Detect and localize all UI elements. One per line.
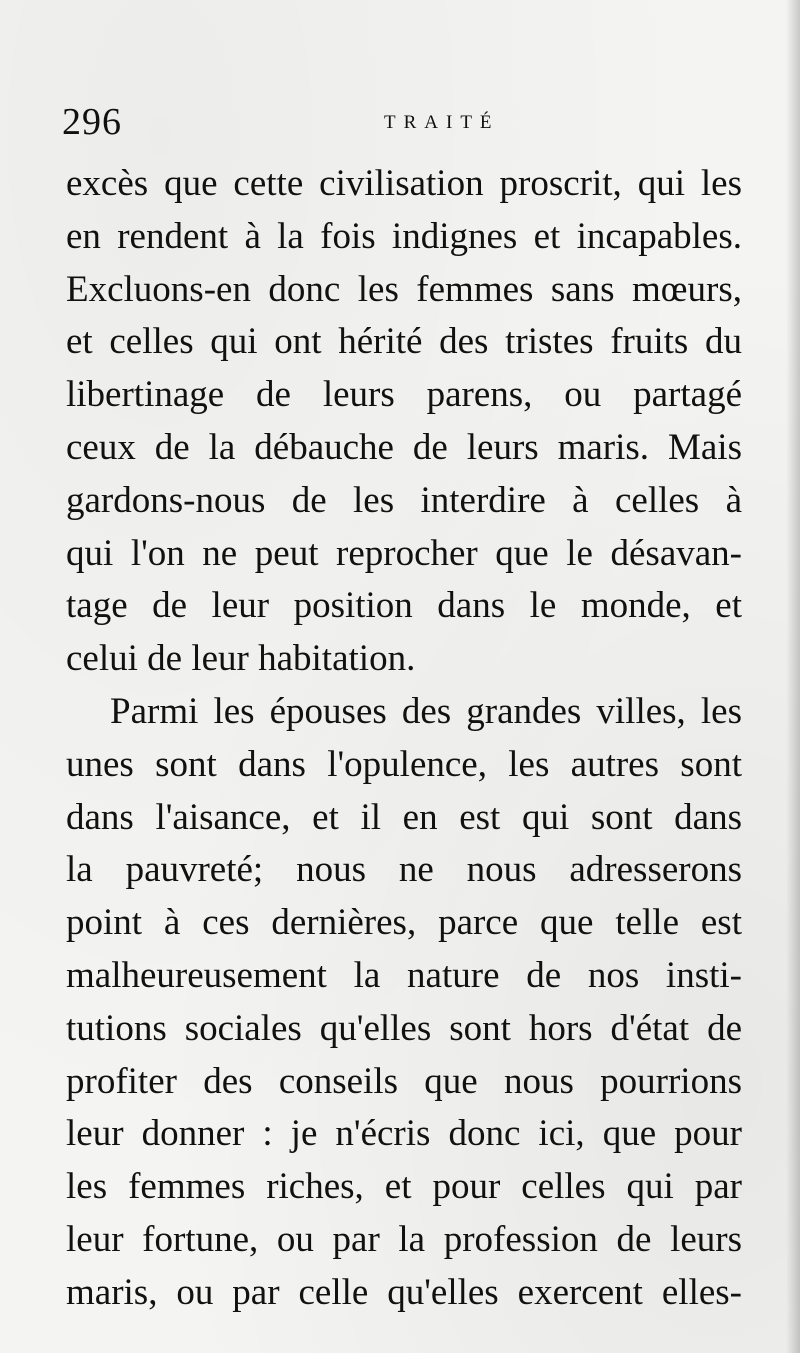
- running-title: TRAITÉ: [384, 112, 500, 133]
- text-line: tage de leur position dans le monde, et: [66, 585, 742, 627]
- text-line: point à ces dernières, parce que telle est: [66, 902, 742, 944]
- text-line: excès que cette civilisation proscrit, qui les: [66, 163, 742, 204]
- body-text: [66, 158, 742, 1320]
- text-line: malheureusement la nature de nos insti-: [66, 954, 742, 996]
- text-line: libertinage de leurs parens, ou partagé: [66, 374, 742, 416]
- text-line: et celles qui ont hérité des tristes fruits du: [66, 321, 742, 363]
- text-line: gardons-nous de les interdire à celles à: [66, 479, 742, 521]
- text-line: unes sont dans l'opulence, les autres sont: [66, 743, 742, 785]
- page-edge-shadow: [786, 0, 800, 1353]
- text-line: dans l'aisance, et il en est qui sont dans: [66, 796, 742, 838]
- text-line: maris, ou par celle qu'elles exercent elles-: [66, 1271, 742, 1313]
- page-header: [62, 98, 762, 148]
- page-number: 296: [62, 101, 122, 143]
- text-line: la pauvreté; nous ne nous adresserons: [66, 849, 742, 891]
- text-line: tutions sociales qu'elles sont hors d'état de: [66, 1007, 742, 1049]
- text-line: ceux de la débauche de leurs maris. Mais: [66, 426, 742, 468]
- text-line: profiter des conseils que nous pourrions: [66, 1060, 742, 1102]
- text-line: les femmes riches, et pour celles qui par: [66, 1166, 742, 1208]
- text-line: leur fortune, ou par la profession de leurs: [66, 1218, 742, 1260]
- text-line: Parmi les épouses des grandes villes, les: [110, 690, 742, 732]
- text-line: qui l'on ne peut reprocher que le désavan-: [66, 532, 742, 574]
- text-line: en rendent à la fois indignes et incapables.: [66, 215, 742, 257]
- text-line: Excluons-en donc les femmes sans mœurs,: [66, 268, 742, 310]
- text-line: celui de leur habitation.: [66, 638, 416, 680]
- text-line: leur donner : je n'écris donc ici, que pour: [66, 1113, 742, 1155]
